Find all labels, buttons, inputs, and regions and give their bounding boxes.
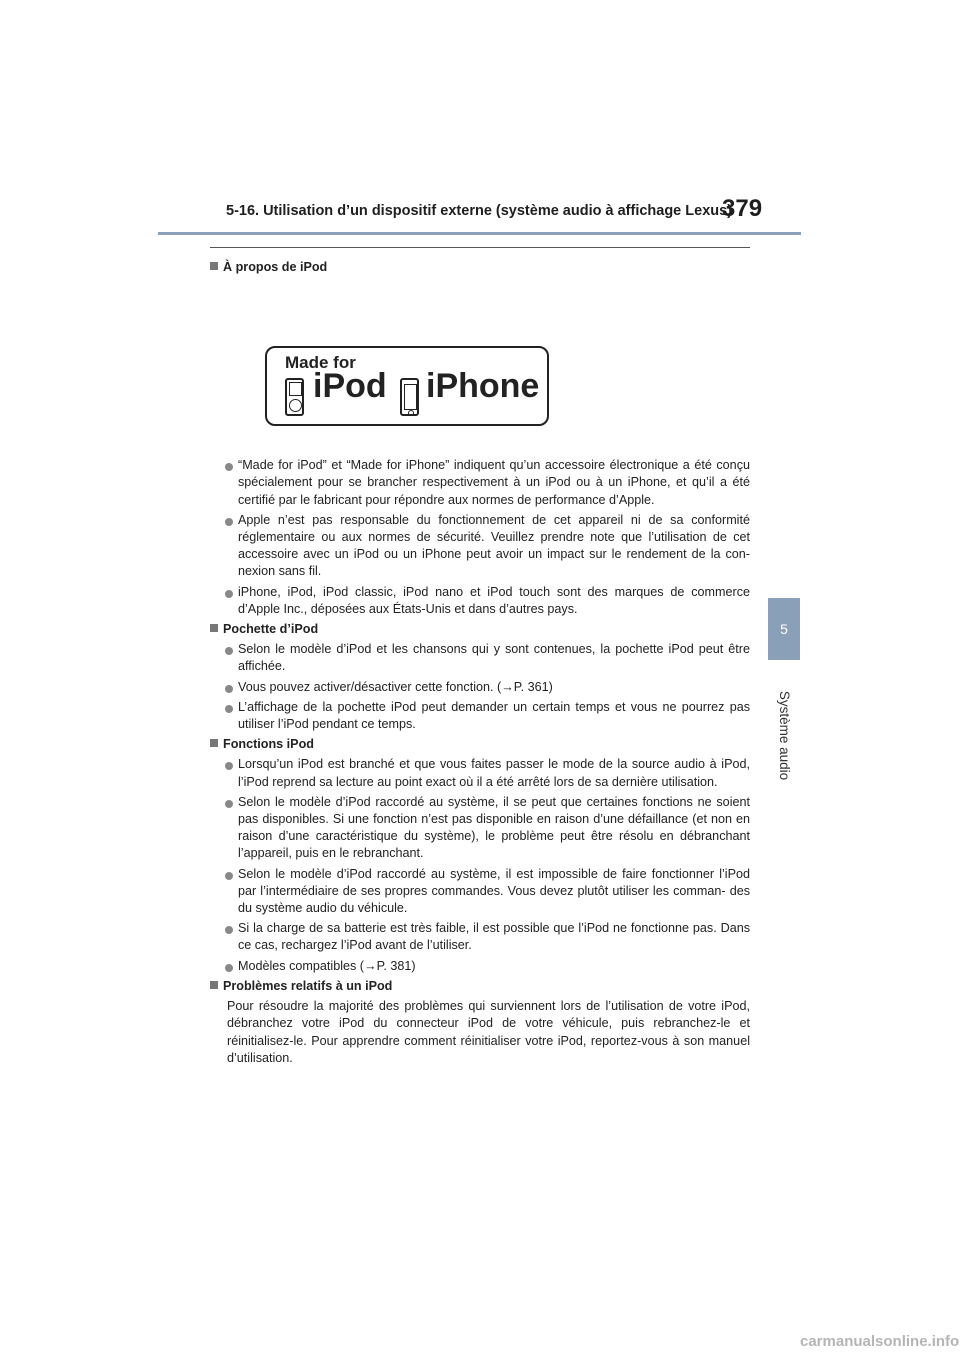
iphone-icon <box>400 378 419 416</box>
section-heading <box>210 736 750 753</box>
bullet-dot-icon <box>225 685 233 693</box>
section-heading-text: Pochette d’iPod <box>223 622 319 637</box>
page-number: 379 <box>722 195 763 222</box>
bullet-dot-icon <box>225 800 233 808</box>
list-item: Modèles compatibles (→P. 381) <box>210 958 750 975</box>
bullet-dot-icon <box>225 926 233 934</box>
logo-made-for-text: Made for <box>285 353 356 373</box>
list-item: Selon le modèle d’iPod et les chansons qui y sont contenues, la pochette iPod peut être affichée. <box>210 641 750 675</box>
header-rule <box>158 232 801 235</box>
chapter-tab-number: 5 <box>780 621 788 637</box>
bullet-dot-icon <box>225 964 233 972</box>
list-item: Selon le modèle d’iPod raccordé au système, il est impossible de faire fonctionner l’iPod par l’intermédiaire de ses propres commandes. Vous devez plutôt utiliser les comman- des du système audio du véhicule. <box>210 866 750 918</box>
logo-ipod-text: iPod <box>313 367 387 406</box>
logo-iphone-text: iPhone <box>426 367 540 406</box>
bullet-dot-icon <box>225 762 233 770</box>
chapter-label <box>770 680 800 790</box>
page-content <box>210 256 750 1070</box>
list-item: L’affichage de la pochette iPod peut demander un certain temps et vous ne pourrez pas utiliser l’iPod pendant ce temps. <box>210 699 750 733</box>
section-heading-text: Problèmes relatifs à un iPod <box>223 978 393 993</box>
list-item: Si la charge de sa batterie est très faible, il est possible que l’iPod ne fonctionne pas. Dans ce cas, rechargez l’iPod avant de l’utiliser. <box>210 920 750 954</box>
list-item: Lorsqu’un iPod est branché et que vous faites passer le mode de la source audio à iPod, l’iPod reprend sa lecture au point exact où il a été arrêté lors de sa dernière utilisation. <box>210 756 750 790</box>
bullet-dot-icon <box>225 518 233 526</box>
square-bullet-icon <box>210 262 218 270</box>
bullet-dot-icon <box>225 463 233 471</box>
square-bullet-icon <box>210 981 218 989</box>
list-item: Apple n’est pas responsable du fonctionnement de cet appareil ni de sa conformité réglementaire ou aux normes de sécurité. Veuillez prendre note que l’utilisation de cet accessoire avec un iPod ou un iPhone peut avoir un impact sur le rendement de la con- nexion sans fil. <box>210 512 750 581</box>
list-item: iPhone, iPod, iPod classic, iPod nano et iPod touch sont des marques de commerce d’Apple Inc., déposées aux États-Unis et dans d’autres pays. <box>210 584 750 618</box>
bullet-dot-icon <box>225 705 233 713</box>
list-item: “Made for iPod” et “Made for iPhone” indiquent qu’un accessoire électronique a été conçu spécialement pour se brancher respectivement à un iPod ou à un iPhone, et qu’il a été certifié par le fabricant pour répondre aux normes de performance d’Apple. <box>210 457 750 509</box>
section-paragraph: Pour résoudre la majorité des problèmes qui surviennent lors de l’utilisation de votre iPod, débranchez votre iPod du connecteur iPod de votre véhicule, puis rebranchez-le et réinitialisez-le. Pour apprendre comment réinitialiser votre iPod, reportez-vous à son manuel d’utilisation. <box>227 999 750 1065</box>
bullet-dot-icon <box>225 647 233 655</box>
made-for-ipod-logo <box>210 278 750 454</box>
section-heading-text: Fonctions iPod <box>223 737 314 752</box>
section-heading <box>210 621 750 638</box>
header-title: 5-16. Utilisation d’un dispositif externe (système audio à affichage Lexus) <box>226 203 733 219</box>
bullet-dot-icon <box>225 872 233 880</box>
chapter-tab <box>768 598 800 660</box>
square-bullet-icon <box>210 624 218 632</box>
ipod-icon <box>285 378 304 416</box>
list-item: Vous pouvez activer/désactiver cette fonction. (→P. 361) <box>210 679 750 696</box>
logo-box <box>265 346 549 426</box>
watermark: carmanualsonline.info <box>800 1333 960 1350</box>
section-heading-text: À propos de iPod <box>223 260 328 274</box>
square-bullet-icon <box>210 739 218 747</box>
section-heading <box>210 978 750 995</box>
section-rule <box>210 247 750 248</box>
list-item: Selon le modèle d’iPod raccordé au système, il se peut que certaines fonctions ne soient pas disponibles. Si une fonction n’est pas disponible en raison d’une défaillance (et non en raison d’une caractéristique du système), le problème peut être résolu en débranchant l’appareil, puis en le rebranchant. <box>210 794 750 863</box>
chapter-label-text: Système audio <box>777 690 793 780</box>
bullet-dot-icon <box>225 590 233 598</box>
section-heading <box>210 259 750 276</box>
